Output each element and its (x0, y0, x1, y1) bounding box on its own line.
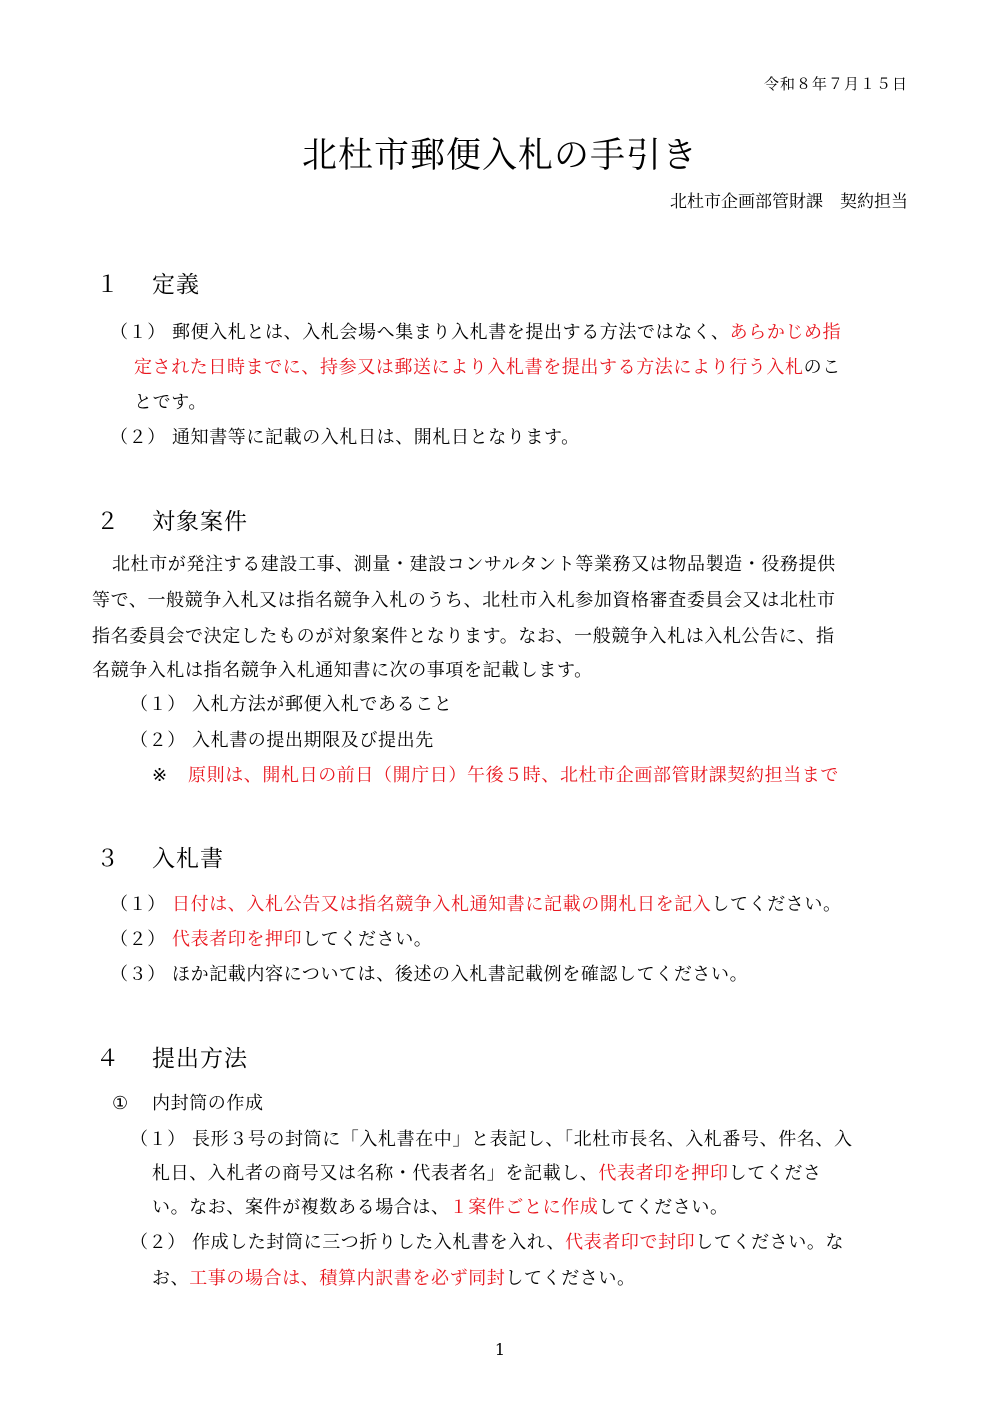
s4-item-2-line-1: （２） 作成した封筒に三つ折りした入札書を入れ、代表者印で封印してください。な (130, 1232, 845, 1253)
section-2-heading: ２ 対象案件 (96, 509, 248, 535)
s2-note: ※ 原則は、開札日の前日（開庁日）午後５時、北杜市企画部管財課契約担当まで (152, 765, 839, 786)
s3-item-2: （２） 代表者印を押印してください。 (110, 929, 433, 950)
s4-item-1-line-3: い。なお、案件が複数ある場合は、１案件ごとに作成してください。 (152, 1197, 729, 1218)
document-title: 北杜市郵便入札の手引き (301, 136, 698, 176)
s2-paragraph-line-2: 等で、一般競争入札又は指名競争入札のうち、北杜市入札参加資格審査委員会又は北杜市 (92, 590, 836, 611)
document-date: 令和８年７月１５日 (763, 75, 908, 93)
department-name: 北杜市企画部管財課 契約担当 (670, 192, 908, 212)
section-4-heading: ４ 提出方法 (96, 1046, 248, 1072)
s1-item-1-line-1: （１） 郵便入札とは、入札会場へ集まり入札書を提出する方法ではなく、あらかじめ指 (110, 322, 842, 343)
s1-item-1-line-3: とです。 (134, 392, 207, 413)
s4-item-1-line-2: 札日、入札者の商号又は名称・代表者名」を記載し、代表者印を押印してくださ (152, 1163, 822, 1184)
s1-item-1-line-2: 定された日時までに、持参又は郵送により入札書を提出する方法により行う入札のこ (134, 357, 841, 378)
s2-item-1: （１） 入札方法が郵便入札であること (130, 694, 453, 715)
s1-item-2: （２） 通知書等に記載の入札日は、開札日となります。 (110, 427, 580, 448)
s3-item-1: （１） 日付は、入札公告又は指名競争入札通知書に記載の開札日を記入してください。 (110, 894, 842, 915)
page-number: 1 (494, 1340, 506, 1359)
s4-item-1-line-1: （１） 長形３号の封筒に「入札書在中」と表記し、「北杜市長名、入札番号、件名、入 (130, 1129, 853, 1150)
s4-subheading: ① 内封筒の作成 (112, 1093, 264, 1114)
section-3-heading: ３ 入札書 (96, 846, 224, 872)
s2-item-2: （２） 入札書の提出期限及び提出先 (130, 730, 434, 751)
section-1-heading: １ 定義 (96, 272, 200, 298)
s4-item-2-line-2: お、工事の場合は、積算内訳書を必ず同封してください。 (152, 1268, 636, 1289)
s2-paragraph-line-3: 指名委員会で決定したものが対象案件となります。なお、一般競争入札は入札公告に、指 (92, 626, 835, 647)
s2-paragraph-line-1: 北杜市が発注する建設工事、測量・建設コンサルタント等業務又は物品製造・役務提供 (112, 554, 836, 575)
s3-item-3: （３） ほか記載内容については、後述の入札書記載例を確認してください。 (110, 964, 749, 985)
s2-paragraph-line-4: 名競争入札は指名競争入札通知書に次の事項を記載します。 (92, 660, 593, 681)
